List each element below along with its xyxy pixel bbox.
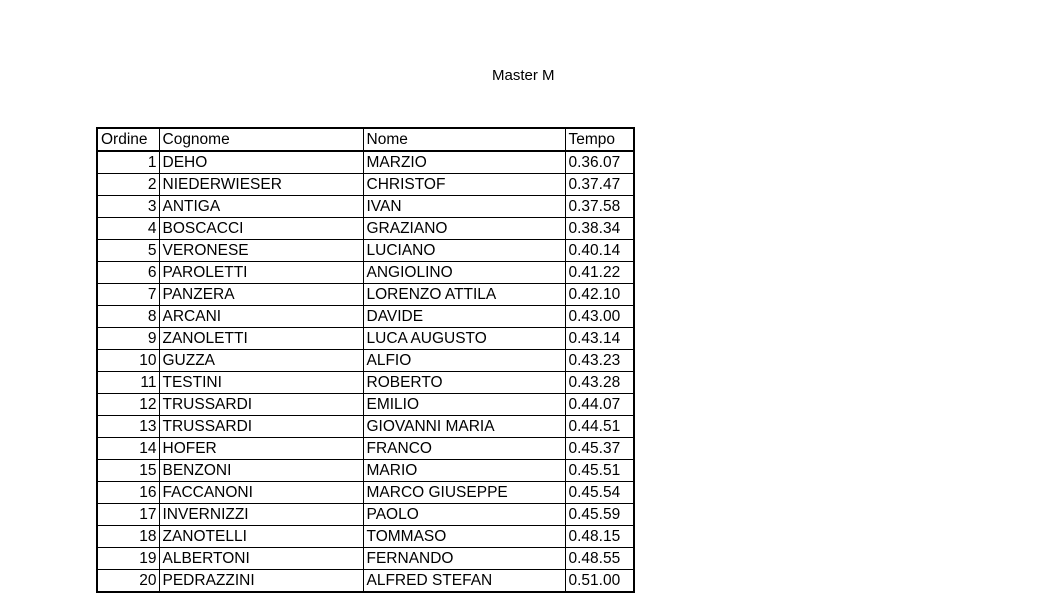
table-row — [97, 262, 634, 284]
cell-ordine: 18 — [97, 526, 159, 548]
cell-cognome: ZANOTELLI — [159, 526, 363, 548]
cell-nome: MARCO GIUSEPPE — [363, 482, 565, 504]
cell-nome: FRANCO — [363, 438, 565, 460]
cell-ordine: 3 — [97, 196, 159, 218]
cell-tempo: 0.45.54 — [565, 482, 634, 504]
header-ordine: Ordine — [97, 128, 159, 151]
cell-tempo: 0.43.00 — [565, 306, 634, 328]
table-row — [97, 460, 634, 482]
cell-nome: DAVIDE — [363, 306, 565, 328]
table-row — [97, 372, 634, 394]
cell-nome: ANGIOLINO — [363, 262, 565, 284]
table-row — [97, 240, 634, 262]
cell-cognome: NIEDERWIESER — [159, 174, 363, 196]
cell-tempo: 0.43.28 — [565, 372, 634, 394]
cell-nome: TOMMASO — [363, 526, 565, 548]
cell-tempo: 0.45.51 — [565, 460, 634, 482]
cell-ordine: 20 — [97, 570, 159, 593]
cell-nome: ROBERTO — [363, 372, 565, 394]
cell-tempo: 0.37.47 — [565, 174, 634, 196]
cell-ordine: 2 — [97, 174, 159, 196]
table-row — [97, 350, 634, 372]
cell-tempo: 0.45.59 — [565, 504, 634, 526]
cell-nome: IVAN — [363, 196, 565, 218]
cell-nome: LUCA AUGUSTO — [363, 328, 565, 350]
cell-nome: GIOVANNI MARIA — [363, 416, 565, 438]
cell-nome: ALFRED STEFAN — [363, 570, 565, 593]
cell-tempo: 0.44.07 — [565, 394, 634, 416]
cell-ordine: 6 — [97, 262, 159, 284]
cell-tempo: 0.44.51 — [565, 416, 634, 438]
cell-tempo: 0.36.07 — [565, 151, 634, 174]
cell-ordine: 10 — [97, 350, 159, 372]
cell-nome: MARIO — [363, 460, 565, 482]
cell-nome: CHRISTOF — [363, 174, 565, 196]
cell-cognome: HOFER — [159, 438, 363, 460]
cell-nome: LORENZO ATTILA — [363, 284, 565, 306]
table-row — [97, 174, 634, 196]
table-row — [97, 151, 634, 174]
cell-nome: MARZIO — [363, 151, 565, 174]
cell-tempo: 0.40.14 — [565, 240, 634, 262]
cell-cognome: ARCANI — [159, 306, 363, 328]
results-table — [96, 127, 635, 593]
cell-cognome: ZANOLETTI — [159, 328, 363, 350]
cell-ordine: 19 — [97, 548, 159, 570]
cell-cognome: PEDRAZZINI — [159, 570, 363, 593]
cell-tempo: 0.48.55 — [565, 548, 634, 570]
cell-cognome: FACCANONI — [159, 482, 363, 504]
cell-tempo: 0.48.15 — [565, 526, 634, 548]
table-row — [97, 416, 634, 438]
table-row — [97, 328, 634, 350]
table-row — [97, 548, 634, 570]
table-row — [97, 196, 634, 218]
cell-tempo: 0.42.10 — [565, 284, 634, 306]
cell-cognome: BENZONI — [159, 460, 363, 482]
cell-ordine: 7 — [97, 284, 159, 306]
cell-nome: PAOLO — [363, 504, 565, 526]
cell-ordine: 17 — [97, 504, 159, 526]
cell-tempo: 0.45.37 — [565, 438, 634, 460]
cell-tempo: 0.41.22 — [565, 262, 634, 284]
cell-cognome: DEHO — [159, 151, 363, 174]
cell-tempo: 0.38.34 — [565, 218, 634, 240]
cell-tempo: 0.43.14 — [565, 328, 634, 350]
cell-cognome: PAROLETTI — [159, 262, 363, 284]
header-row — [97, 128, 634, 151]
cell-tempo: 0.37.58 — [565, 196, 634, 218]
header-tempo: Tempo — [565, 128, 634, 151]
cell-nome: EMILIO — [363, 394, 565, 416]
table-row — [97, 394, 634, 416]
cell-ordine: 1 — [97, 151, 159, 174]
page-title: Master M — [492, 67, 555, 84]
cell-ordine: 14 — [97, 438, 159, 460]
cell-cognome: TRUSSARDI — [159, 416, 363, 438]
table-row — [97, 504, 634, 526]
cell-ordine: 16 — [97, 482, 159, 504]
table-row — [97, 218, 634, 240]
table-row — [97, 284, 634, 306]
cell-cognome: BOSCACCI — [159, 218, 363, 240]
table-row — [97, 438, 634, 460]
cell-cognome: INVERNIZZI — [159, 504, 363, 526]
table-row — [97, 306, 634, 328]
cell-nome: GRAZIANO — [363, 218, 565, 240]
header-nome: Nome — [363, 128, 565, 151]
cell-cognome: ALBERTONI — [159, 548, 363, 570]
table-row — [97, 482, 634, 504]
cell-cognome: PANZERA — [159, 284, 363, 306]
cell-ordine: 11 — [97, 372, 159, 394]
cell-cognome: TESTINI — [159, 372, 363, 394]
cell-tempo: 0.43.23 — [565, 350, 634, 372]
table-row — [97, 526, 634, 548]
cell-ordine: 9 — [97, 328, 159, 350]
cell-tempo: 0.51.00 — [565, 570, 634, 593]
header-cognome: Cognome — [159, 128, 363, 151]
cell-ordine: 8 — [97, 306, 159, 328]
cell-cognome: TRUSSARDI — [159, 394, 363, 416]
cell-nome: FERNANDO — [363, 548, 565, 570]
cell-ordine: 13 — [97, 416, 159, 438]
cell-nome: ALFIO — [363, 350, 565, 372]
cell-cognome: VERONESE — [159, 240, 363, 262]
cell-ordine: 12 — [97, 394, 159, 416]
cell-cognome: GUZZA — [159, 350, 363, 372]
cell-cognome: ANTIGA — [159, 196, 363, 218]
cell-nome: LUCIANO — [363, 240, 565, 262]
cell-ordine: 5 — [97, 240, 159, 262]
cell-ordine: 4 — [97, 218, 159, 240]
cell-ordine: 15 — [97, 460, 159, 482]
table-row — [97, 570, 634, 593]
